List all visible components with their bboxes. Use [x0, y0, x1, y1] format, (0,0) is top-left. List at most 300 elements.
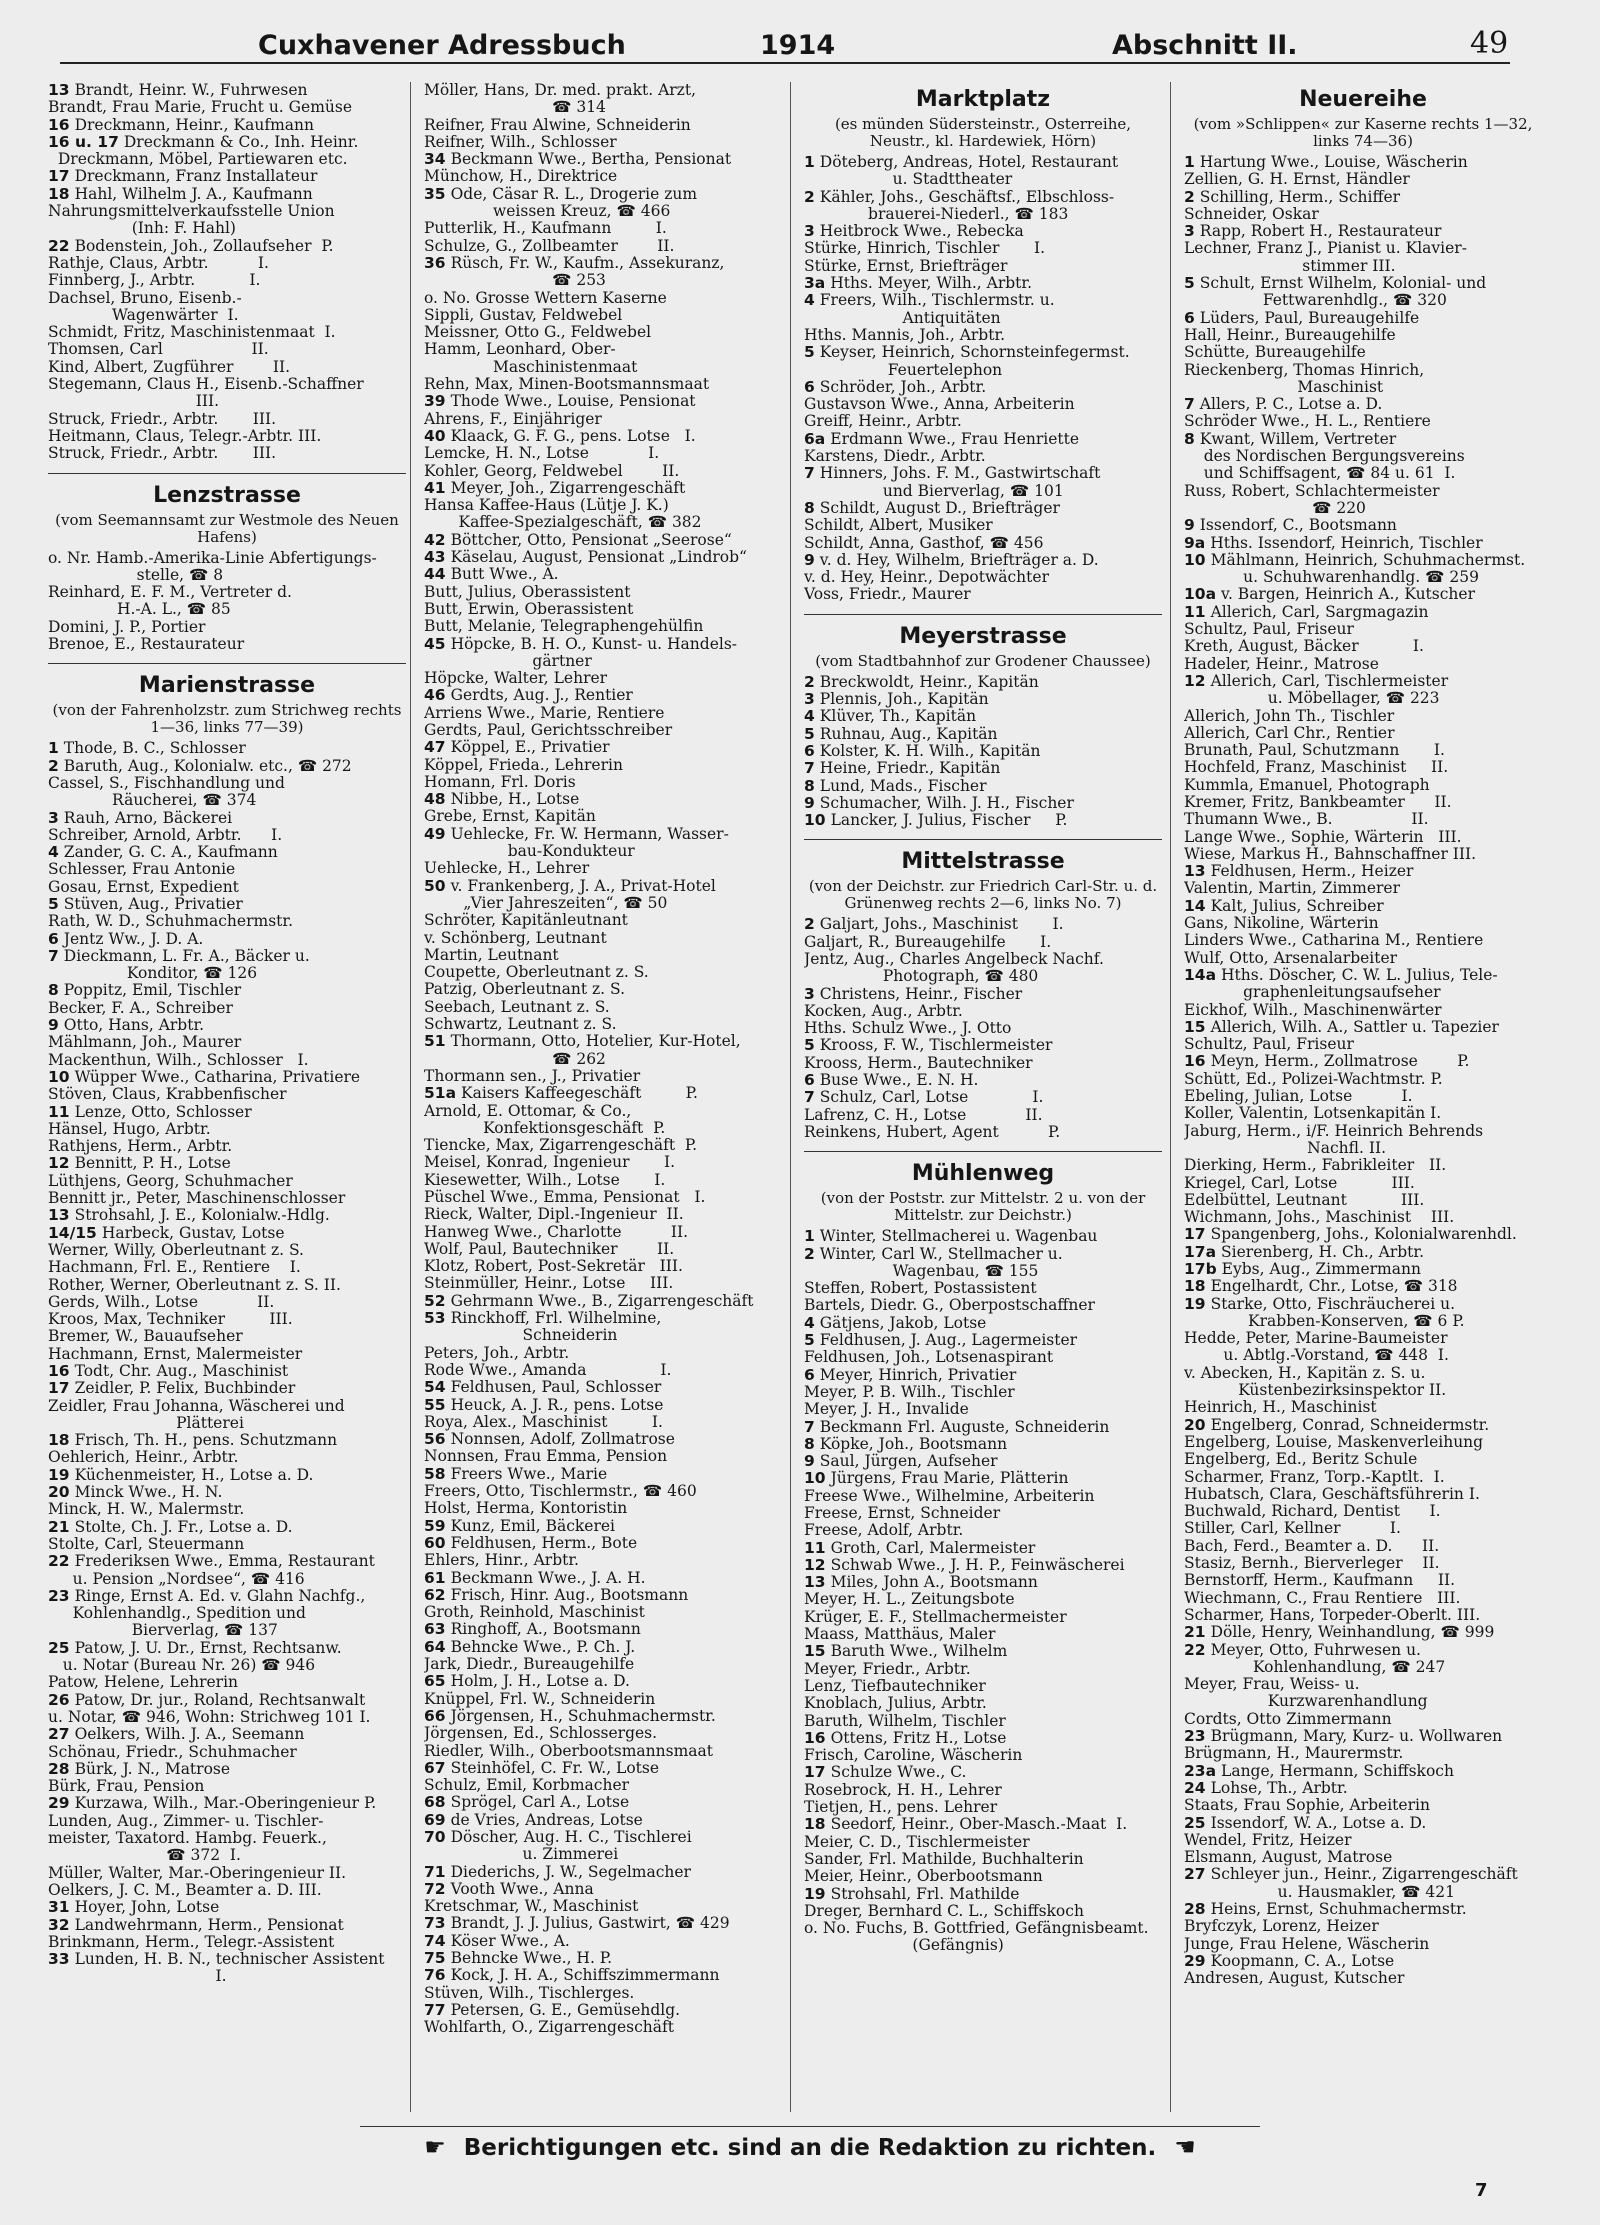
house-number: 28: [1184, 1900, 1206, 1918]
entry-text: Patow, Dr. jur., Roland, Rechtsanwalt: [74, 1691, 366, 1709]
entry-text: Dachsel, Bruno, Eisenb.-: [48, 289, 242, 307]
entry-text: ☎ 253: [424, 272, 606, 290]
entry-text: Stöven, Claus, Krabbenfischer: [48, 1086, 287, 1104]
directory-entry: [1184, 1884, 1542, 1901]
entry-text: u. Notar (Bureau Nr. 26) ☎ 946: [48, 1657, 316, 1675]
directory-entry: [48, 1744, 406, 1761]
entry-text: Engelberg, Louise, Maskenverleihung: [1184, 1433, 1484, 1451]
entry-text: Holst, Herma, Kontoristin: [424, 1500, 628, 1518]
entry-text: Bryfczyk, Lorenz, Heizer: [1184, 1918, 1379, 1936]
entry-text: Reifner, Frau Alwine, Schneiderin: [424, 116, 691, 134]
directory-entry: [424, 341, 782, 358]
entry-text: o. No. Fuchs, B. Gottfried, Gefängnisbeamt.: [804, 1920, 1149, 1938]
house-number: 18: [48, 185, 70, 203]
directory-entry: [424, 878, 782, 895]
directory-entry: [1184, 621, 1542, 638]
entry-text: Saul, Jürgen, Aufseher: [819, 1453, 998, 1471]
directory-entry: [48, 1328, 406, 1345]
directory-entry: [1184, 1157, 1542, 1174]
entry-text: Freers, Wilh., Tischlermstr. u.: [819, 292, 1055, 310]
entry-text: Münchow, H., Direktrice: [424, 168, 618, 186]
directory-entry: [48, 861, 406, 878]
entry-text: Bürk, Frau, Pension: [48, 1778, 205, 1796]
directory-entry: [48, 550, 406, 567]
entry-text: III.: [48, 393, 220, 411]
directory-entry: [424, 791, 782, 808]
entry-text: Rapp, Robert H., Restaurateur: [1199, 223, 1442, 241]
entry-text: Gerdts, Paul, Gerichtsschreiber: [424, 721, 673, 739]
entry-text: Schwab Wwe., J. H. P., Feinwäscherei: [830, 1556, 1125, 1574]
entry-text: des Nordischen Bergungsvereins: [1184, 448, 1465, 466]
directory-entry: [48, 1121, 406, 1138]
house-number: 76: [424, 1967, 446, 1985]
directory-entry: [48, 1674, 406, 1691]
entry-text: v. Bargen, Heinrich A., Kutscher: [1221, 586, 1475, 604]
entry-text: Ehlers, Hinr., Arbtr.: [424, 1552, 579, 1570]
house-number: 11: [48, 1103, 70, 1121]
entry-text: Rieck, Walter, Dipl.-Ingenieur II.: [424, 1206, 684, 1224]
entry-text: Küchenmeister, H., Lotse a. D.: [74, 1466, 314, 1484]
entry-text: Landwehrmann, Herm., Pensionat: [74, 1916, 344, 1934]
directory-entry: [424, 99, 782, 116]
house-number: 18: [48, 1432, 70, 1450]
entry-text: Schneider, Oskar: [1184, 205, 1319, 223]
directory-entry: [804, 240, 1162, 257]
house-number: 6: [804, 1072, 815, 1090]
directory-entry: [48, 1017, 406, 1034]
house-number: 26: [48, 1691, 70, 1709]
directory-entry: [804, 1488, 1162, 1505]
directory-entry: [1184, 448, 1542, 465]
entry-text: Gerdts, Aug. J., Rentier: [450, 687, 633, 705]
entry-text: Bodenstein, Joh., Zollaufseher P.: [74, 237, 334, 255]
directory-entry: [1184, 569, 1542, 586]
house-number: 73: [424, 1915, 446, 1933]
directory-entry: [1184, 811, 1542, 828]
directory-entry: [1184, 1538, 1542, 1555]
directory-entry: [48, 1622, 406, 1639]
directory-entry: [48, 1951, 406, 1968]
house-number: 24: [1184, 1779, 1206, 1797]
entry-text: Klüver, Th., Kapitän: [819, 708, 977, 726]
directory-entry: [48, 186, 406, 203]
column-divider: [410, 82, 411, 2112]
directory-entry: [48, 1968, 406, 1985]
directory-entry: [1184, 171, 1542, 188]
entry-text: Lohse, Th., Arbtr.: [1210, 1779, 1348, 1797]
entry-text: Jaburg, Herm., i/F. Heinrich Behrends: [1184, 1122, 1484, 1140]
entry-text: Lüders, Paul, Bureaugehilfe: [1199, 309, 1420, 327]
directory-entry: [424, 1777, 782, 1794]
house-number: 55: [424, 1396, 446, 1414]
entry-text: Peters, Joh., Arbtr.: [424, 1344, 570, 1362]
directory-entry: [1184, 1728, 1542, 1745]
entry-text: Nonnsen, Adolf, Zollmatrose: [450, 1431, 675, 1449]
directory-entry: [424, 964, 782, 981]
directory-entry: [804, 778, 1162, 795]
house-number: 44: [424, 566, 446, 584]
entry-text: Koller, Valentin, Lotsenkapitän I.: [1184, 1105, 1442, 1123]
entry-text: Feldhusen, J. Aug., Lagermeister: [819, 1332, 1078, 1350]
directory-entry: [804, 465, 1162, 482]
directory-entry: [804, 362, 1162, 379]
directory-entry: [804, 1089, 1162, 1106]
directory-entry: [48, 1259, 406, 1276]
directory-entry: [424, 636, 782, 653]
directory-entry: [424, 774, 782, 791]
directory-entry: [48, 1847, 406, 1864]
directory-entry: [804, 1453, 1162, 1470]
directory-entry: [424, 1137, 782, 1154]
entry-text: Grebe, Ernst, Kapitän: [424, 808, 596, 826]
entry-text: Nonnsen, Frau Emma, Pension: [424, 1448, 668, 1466]
house-number: 6: [804, 1366, 815, 1384]
directory-entry: [804, 1367, 1162, 1384]
entry-text: Ruhnau, Aug., Kapitän: [819, 725, 998, 743]
directory-entry: [424, 411, 782, 428]
house-number: 3: [48, 809, 59, 827]
directory-entry: [48, 1519, 406, 1536]
directory-entry: [1184, 292, 1542, 309]
directory-entry: [1184, 1382, 1542, 1399]
house-number: 33: [48, 1951, 70, 1969]
entry-text: I.: [48, 1968, 227, 1986]
house-number: 43: [424, 549, 446, 567]
entry-text: v. Frankenberg, J. A., Privat-Hotel: [450, 877, 716, 895]
entry-text: Ebeling, Julian, Lotse I.: [1184, 1088, 1413, 1106]
directory-entry: [424, 1241, 782, 1258]
directory-entry: [48, 1484, 406, 1501]
house-number: 75: [424, 1950, 446, 1968]
entry-text: Finnberg, J., Arbtr. I.: [48, 272, 261, 290]
directory-entry: [1184, 189, 1542, 206]
entry-text: Wiechmann, C., Frau Rentiere III.: [1184, 1589, 1461, 1607]
directory-entry: [424, 1033, 782, 1050]
entry-text: Bennitt, P. H., Lotse: [74, 1155, 231, 1173]
house-number: 4: [804, 292, 815, 310]
entry-text: Steinhöfel, C. Fr. W., Lotse: [450, 1759, 660, 1777]
house-number: 17: [804, 1764, 826, 1782]
entry-text: Schult, Ernst Wilhelm, Kolonial- und: [1199, 275, 1487, 293]
directory-entry: [1184, 1763, 1542, 1780]
directory-entry: [48, 1934, 406, 1951]
entry-text: v. d. Hey, Heinr., Depotwächter: [804, 569, 1049, 587]
directory-entry: [424, 601, 782, 618]
entry-text: Engelberg, Ed., Beritz Schule: [1184, 1451, 1418, 1469]
entry-text: Uehlecke, Fr. W. Hermann, Wasser-: [450, 825, 729, 843]
house-number: 5: [804, 344, 815, 362]
house-number: 47: [424, 739, 446, 757]
entry-text: Vooth Wwe., Anna: [450, 1880, 594, 1898]
directory-entry: [48, 238, 406, 255]
entry-text: Wüpper Wwe., Catharina, Privatiere: [74, 1068, 361, 1086]
entry-text: Kummla, Emanuel, Photograph: [1184, 776, 1430, 794]
house-number: 71: [424, 1863, 446, 1881]
header-publication-title: Cuxhavener Adressbuch: [258, 30, 626, 61]
directory-entry: [424, 549, 782, 566]
entry-text: Wagenbau, ☎ 155: [804, 1262, 1039, 1280]
directory-entry: [424, 1656, 782, 1673]
directory-entry: [424, 428, 782, 445]
entry-text: Krüger, E. F., Stellmachermeister: [804, 1608, 1067, 1626]
pointing-hand-right-icon: ☛: [424, 2133, 446, 2161]
house-number: 65: [424, 1673, 446, 1691]
house-number: 7: [804, 1089, 815, 1107]
entry-text: Krabben-Konserven, ☎ 6 P.: [1184, 1312, 1465, 1330]
entry-text: Thormann sen., J., Privatier: [424, 1067, 641, 1085]
entry-text: Dölle, Henry, Weinhandlung, ☎ 999: [1210, 1624, 1495, 1642]
house-number: 25: [1184, 1814, 1206, 1832]
entry-text: ☎ 220: [1184, 499, 1366, 517]
entry-text: Reinkens, Hubert, Agent P.: [804, 1123, 1061, 1141]
entry-text: Hths. Döscher, C. W. L. Julius, Tele-: [1221, 966, 1498, 984]
directory-entry: [48, 1311, 406, 1328]
house-number: 62: [424, 1586, 446, 1604]
directory-entry: [804, 1782, 1162, 1799]
entry-text: stimmer III.: [1184, 257, 1396, 275]
directory-entry: [1184, 1451, 1542, 1468]
entry-text: v. Abecken, H., Kapitän z. S. u.: [1184, 1364, 1426, 1382]
entry-text: Dreckmann, Franz Installateur: [74, 168, 318, 186]
entry-text: Hths. Issendorf, Heinrich, Tischler: [1210, 534, 1483, 552]
house-number: 9: [804, 1453, 815, 1471]
directory-entry: [48, 913, 406, 930]
entry-text: Dreckmann, Möbel, Partiewaren etc.: [48, 151, 348, 169]
house-number: 64: [424, 1638, 446, 1656]
directory-entry: [424, 134, 782, 151]
entry-text: Baruth, Aug., Kolonialw. etc., ☎ 272: [63, 757, 352, 775]
entry-text: Heitbrock Wwe., Rebecka: [819, 223, 1024, 241]
entry-text: Starke, Otto, Fischräucherei u.: [1210, 1295, 1456, 1313]
pointing-hand-left-icon: ☚: [1174, 2133, 1196, 2161]
directory-entry: [1184, 586, 1542, 603]
entry-text: Schulz, Emil, Korbmacher: [424, 1777, 630, 1795]
entry-text: Dreger, Bernhard C. L., Schiffskoch: [804, 1902, 1084, 1920]
entry-text: Hubatsch, Clara, Geschäftsführerin I.: [1184, 1485, 1480, 1503]
entry-text: Schildt, Anna, Gasthof, ☎ 456: [804, 534, 1044, 552]
directory-entry: [804, 1764, 1162, 1781]
entry-text: u. Abtlg.-Vorstand, ☎ 448 I.: [1184, 1347, 1449, 1365]
directory-entry: [1184, 1175, 1542, 1192]
house-number: 70: [424, 1828, 446, 1846]
entry-text: Putterlik, H., Kaufmann I.: [424, 220, 667, 238]
directory-entry: [48, 272, 406, 289]
directory-entry: [424, 220, 782, 237]
entry-text: Kohlenhandlg., Spedition und: [48, 1605, 306, 1623]
entry-text: Domini, J. P., Portier: [48, 618, 206, 636]
house-number: 5: [48, 895, 59, 913]
entry-text: Gerds, Wilh., Lotse II.: [48, 1293, 275, 1311]
entry-text: Heuck, A. J. R., pens. Lotse: [450, 1396, 664, 1414]
directory-entry: [48, 636, 406, 653]
house-number: 19: [48, 1466, 70, 1484]
entry-text: Oehlerich, Heinr., Arbtr.: [48, 1449, 239, 1467]
entry-text: Plennis, Joh., Kapitän: [819, 691, 989, 709]
directory-entry: [48, 1882, 406, 1899]
directory-entry: [48, 1363, 406, 1380]
entry-text: (Gefängnis): [804, 1937, 1004, 1955]
directory-entry: [424, 739, 782, 756]
directory-entry: [1184, 1365, 1542, 1382]
entry-text: Schulze Wwe., C.: [830, 1764, 967, 1782]
entry-text: Köppel, Frieda., Lehrerin: [424, 756, 623, 774]
house-number: 72: [424, 1880, 446, 1898]
entry-text: u. Möbellager, ☎ 223: [1184, 690, 1440, 708]
directory-entry: [48, 931, 406, 948]
house-number: 9: [1184, 517, 1195, 535]
directory-entry: [804, 500, 1162, 517]
directory-entry: [1184, 413, 1542, 430]
entry-text: Ringe, Ernst A. Ed. v. Glahn Nachfg.,: [74, 1587, 366, 1605]
entry-text: Schumacher, Wilh. J. H., Fischer: [819, 794, 1074, 812]
directory-entry: [424, 1604, 782, 1621]
directory-entry: [804, 223, 1162, 240]
directory-entry: [424, 705, 782, 722]
entry-text: Schütt, Ed., Polizei-Wachtmstr. P.: [1184, 1070, 1443, 1088]
entry-text: Reinhard, E. F. M., Vertreter d.: [48, 584, 292, 602]
house-number: 51a: [424, 1085, 457, 1103]
entry-text: Wulf, Otto, Arsenalarbeiter: [1184, 949, 1398, 967]
directory-entry: [1184, 344, 1542, 361]
entry-text: v. Schönberg, Leutnant: [424, 929, 607, 947]
directory-entry: [1184, 1002, 1542, 1019]
directory-entry: [424, 653, 782, 670]
directory-entry: [48, 1294, 406, 1311]
house-number: 5: [804, 725, 815, 743]
directory-entry: [424, 1362, 782, 1379]
house-number: 11: [1184, 603, 1206, 621]
directory-entry: [424, 376, 782, 393]
entry-text: graphenleitungsaufseher: [1184, 984, 1441, 1002]
entry-text: Küstenbezirksinspektor II.: [1184, 1382, 1447, 1400]
entry-text: Issendorf, W. A., Lotse a. D.: [1210, 1814, 1427, 1832]
directory-entry: [1184, 362, 1542, 379]
directory-entry: [804, 1401, 1162, 1418]
directory-entry: [48, 376, 406, 393]
house-number: 9: [48, 1017, 59, 1035]
entry-text: Staats, Frau Sophie, Arbeiterin: [1184, 1797, 1430, 1815]
house-number: 56: [424, 1431, 446, 1449]
entry-text: Freese Wwe., Wilhelmine, Arbeiterin: [804, 1487, 1095, 1505]
directory-entry: [48, 1830, 406, 1847]
directory-entry: [424, 1639, 782, 1656]
house-number: 77: [424, 2001, 446, 2019]
house-number: 8: [1184, 430, 1195, 448]
directory-entry: [48, 1588, 406, 1605]
directory-entry: [1184, 535, 1542, 552]
entry-text: Feldhusen, Herm., Heizer: [1210, 863, 1414, 881]
entry-text: Brinkmann, Herm., Telegr.-Assistent: [48, 1933, 335, 1951]
entry-text: meister, Taxatord. Hambg. Feuerk.,: [48, 1830, 327, 1848]
entry-text: Schulze, G., Zollbeamter II.: [424, 237, 675, 255]
entry-text: Nibbe, H., Lotse: [450, 791, 580, 809]
house-number: 27: [48, 1726, 70, 1744]
directory-entry: [804, 1591, 1162, 1608]
house-number: 17b: [1184, 1261, 1217, 1278]
entry-text: Freers, Otto, Tischlermstr., ☎ 460: [424, 1483, 697, 1501]
directory-entry: [804, 189, 1162, 206]
directory-entry: [424, 1275, 782, 1292]
entry-text: Homann, Frl. Doris: [424, 773, 576, 791]
entry-text: Lange Wwe., Sophie, Wärterin III.: [1184, 828, 1462, 846]
entry-text: Wiese, Markus H., Bahnschaffner III.: [1184, 845, 1477, 863]
entry-text: Gehrmann Wwe., B., Zigarrengeschäft: [450, 1292, 754, 1310]
entry-text: Sierenberg, H. Ch., Arbtr.: [1221, 1243, 1425, 1261]
house-number: 67: [424, 1759, 446, 1777]
directory-entry: [48, 844, 406, 861]
entry-text: Wagenwärter I.: [48, 306, 239, 324]
directory-entry: [424, 324, 782, 341]
footer-notice: Berichtigungen etc. sind an die Redaktion zu richten.: [463, 2135, 1157, 2161]
entry-text: Gosau, Ernst, Expedient: [48, 878, 239, 896]
entry-text: Brügmann, Mary, Kurz- u. Wollwaren: [1210, 1728, 1503, 1746]
entry-text: Jörgensen, Ed., Schlosserges.: [424, 1725, 658, 1743]
directory-entry: [804, 1436, 1162, 1453]
entry-text: Elsmann, August, Matrose: [1184, 1849, 1393, 1867]
directory-entry: [424, 1794, 782, 1811]
entry-text: Patzig, Oberleutnant z. S.: [424, 981, 626, 999]
directory-entry: [804, 916, 1162, 933]
directory-entry: [424, 1068, 782, 1085]
directory-entry: [804, 1574, 1162, 1591]
house-number: 17: [48, 168, 70, 186]
entry-text: Allers, P. C., Lotse a. D.: [1199, 396, 1383, 414]
house-number: 3: [804, 223, 815, 241]
header-section: Abschnitt II.: [1112, 30, 1298, 61]
section-divider: [804, 839, 1162, 840]
entry-text: Issendorf, C., Bootsmann: [1199, 517, 1397, 535]
directory-column-2: [424, 82, 782, 2112]
directory-entry: [1184, 517, 1542, 534]
directory-entry: [804, 1540, 1162, 1557]
house-number: 68: [424, 1794, 446, 1812]
entry-text: Russ, Robert, Schlachtermeister: [1184, 482, 1440, 500]
house-number: 22: [48, 1553, 70, 1571]
entry-text: Ringhoff, A., Bootsmann: [450, 1621, 641, 1639]
entry-text: bau-Kondukteur: [424, 843, 635, 861]
entry-text: Butt, Julius, Oberassistent: [424, 583, 631, 601]
entry-text: u. Notar, ☎ 946, Wohn: Strichweg 101 I.: [48, 1708, 371, 1726]
entry-text: Stegemann, Claus H., Eisenb.-Schaffner: [48, 376, 364, 394]
street-heading: Lenzstrasse: [153, 482, 301, 508]
entry-text: Schilling, Herm., Schiffer: [1199, 188, 1401, 206]
house-number: 41: [424, 479, 446, 497]
section-divider: [804, 1151, 1162, 1152]
column-divider: [790, 82, 791, 2112]
entry-text: Möller, Hans, Dr. med. prakt. Arzt,: [424, 82, 697, 99]
entry-text: Thode Wwe., Louise, Pensionat: [450, 393, 696, 411]
directory-entry: [804, 413, 1162, 430]
house-number: 1: [804, 1228, 815, 1246]
entry-text: Kähler, Johs., Geschäftsf., Elbschloss-: [819, 188, 1115, 206]
entry-text: Heins, Ernst, Schuhmachermstr.: [1210, 1900, 1467, 1918]
street-heading: Marktplatz: [915, 87, 1051, 112]
directory-entry: [1184, 275, 1542, 292]
house-number: 3: [804, 985, 815, 1003]
house-number: 8: [804, 499, 815, 517]
directory-entry: [424, 1535, 782, 1552]
entry-text: Sander, Frl. Mathilde, Buchhalterin: [804, 1850, 1084, 1868]
directory-entry: [804, 1920, 1162, 1937]
directory-entry: [424, 1864, 782, 1881]
house-number: 7: [804, 1418, 815, 1436]
entry-text: Müller, Walter, Mar.-Oberingenieur II.: [48, 1864, 347, 1882]
directory-entry: [1184, 1417, 1542, 1434]
entry-text: Beckmann Frl. Auguste, Schneiderin: [819, 1418, 1110, 1436]
directory-entry: [804, 379, 1162, 396]
entry-text: Tiencke, Max, Zigarrengeschäft P.: [424, 1137, 698, 1155]
directory-entry: [48, 1726, 406, 1743]
